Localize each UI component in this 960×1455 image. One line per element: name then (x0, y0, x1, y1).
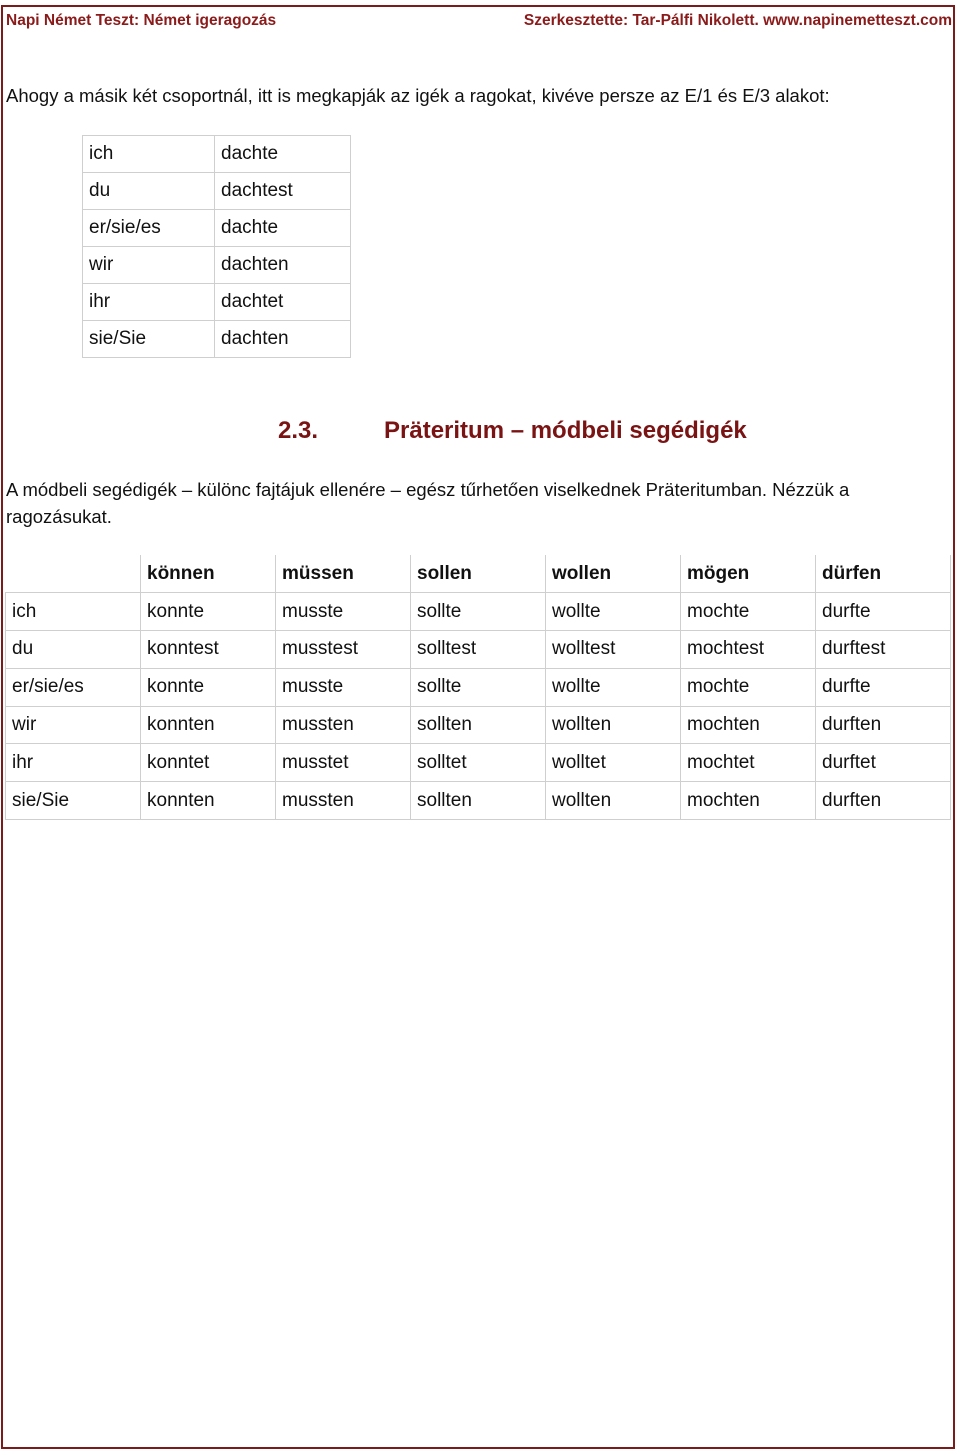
table-row (6, 593, 951, 631)
form-cell: konnten (141, 782, 276, 820)
form-cell: durften (816, 706, 951, 744)
intro-text: Ahogy a másik két csoportnál, itt is megkapják az igék a ragokat, kivéve persze az E/1 és E/3 alakot: (6, 85, 830, 106)
form-cell: konnte (141, 593, 276, 631)
pronoun-cell: ich (83, 136, 215, 173)
table-header-row (6, 555, 951, 593)
table-row (6, 668, 951, 706)
form-cell: wollten (546, 782, 681, 820)
page-header (6, 12, 952, 34)
pronoun-cell: wir (83, 247, 215, 284)
table-row (6, 631, 951, 669)
form-cell: sollten (411, 782, 546, 820)
form-cell: solltet (411, 744, 546, 782)
modal-verbs-table (5, 555, 951, 820)
form-cell: konntet (141, 744, 276, 782)
form-cell: dachtet (215, 284, 351, 321)
form-cell: musstest (276, 631, 411, 669)
form-cell: dachten (215, 247, 351, 284)
column-header: sollen (411, 555, 546, 593)
column-header: wollen (546, 555, 681, 593)
pronoun-cell: wir (6, 706, 141, 744)
section-title: Präteritum – módbeli segédigék (384, 417, 747, 444)
form-cell: durftet (816, 744, 951, 782)
form-cell: konnten (141, 706, 276, 744)
form-cell: mochte (681, 593, 816, 631)
column-header: müssen (276, 555, 411, 593)
table-row (83, 136, 351, 173)
form-cell: musste (276, 668, 411, 706)
pronoun-cell: ihr (6, 744, 141, 782)
pronoun-cell: sie/Sie (6, 782, 141, 820)
table-row (83, 321, 351, 358)
pronoun-cell: du (6, 631, 141, 669)
pronoun-cell: er/sie/es (83, 210, 215, 247)
form-cell: sollte (411, 593, 546, 631)
form-cell: mussten (276, 782, 411, 820)
column-header: dürfen (816, 555, 951, 593)
table-row (6, 782, 951, 820)
table-row (83, 173, 351, 210)
form-cell: sollten (411, 706, 546, 744)
form-cell: solltest (411, 631, 546, 669)
form-cell: mochtet (681, 744, 816, 782)
section-paragraph: A módbeli segédigék – különc fajtájuk ellenére – egész tűrhetően viselkednek Präteritumban. Nézzük a ragozásukat. (6, 479, 850, 527)
form-cell: konntest (141, 631, 276, 669)
form-cell: mochtest (681, 631, 816, 669)
table-row (83, 284, 351, 321)
form-cell: sollte (411, 668, 546, 706)
form-cell: mussten (276, 706, 411, 744)
table-row (83, 247, 351, 284)
form-cell: wolltest (546, 631, 681, 669)
form-cell: musste (276, 593, 411, 631)
section-number: 2.3. (278, 417, 319, 444)
table-row (6, 744, 951, 782)
form-cell: durftest (816, 631, 951, 669)
form-cell: durften (816, 782, 951, 820)
table-row (83, 210, 351, 247)
corner-cell (6, 555, 141, 593)
dachte-conjugation-table (82, 135, 351, 358)
table-row (6, 706, 951, 744)
form-cell: dachten (215, 321, 351, 358)
form-cell: wolltet (546, 744, 681, 782)
header-title: Napi Német Teszt: Német igeragozás (6, 12, 277, 29)
form-cell: wollte (546, 593, 681, 631)
pronoun-cell: sie/Sie (83, 321, 215, 358)
form-cell: mochten (681, 706, 816, 744)
form-cell: durfte (816, 593, 951, 631)
pronoun-cell: du (83, 173, 215, 210)
pronoun-cell: er/sie/es (6, 668, 141, 706)
header-author: Szerkesztette: Tar-Pálfi Nikolett. www.napinemetteszt.com (523, 12, 952, 29)
form-cell: dachte (215, 210, 351, 247)
form-cell: durfte (816, 668, 951, 706)
form-cell: wollten (546, 706, 681, 744)
form-cell: dachtest (215, 173, 351, 210)
pronoun-cell: ich (6, 593, 141, 631)
form-cell: musstet (276, 744, 411, 782)
column-header: können (141, 555, 276, 593)
form-cell: mochten (681, 782, 816, 820)
pronoun-cell: ihr (83, 284, 215, 321)
form-cell: mochte (681, 668, 816, 706)
form-cell: dachte (215, 136, 351, 173)
column-header: mögen (681, 555, 816, 593)
form-cell: konnte (141, 668, 276, 706)
form-cell: wollte (546, 668, 681, 706)
